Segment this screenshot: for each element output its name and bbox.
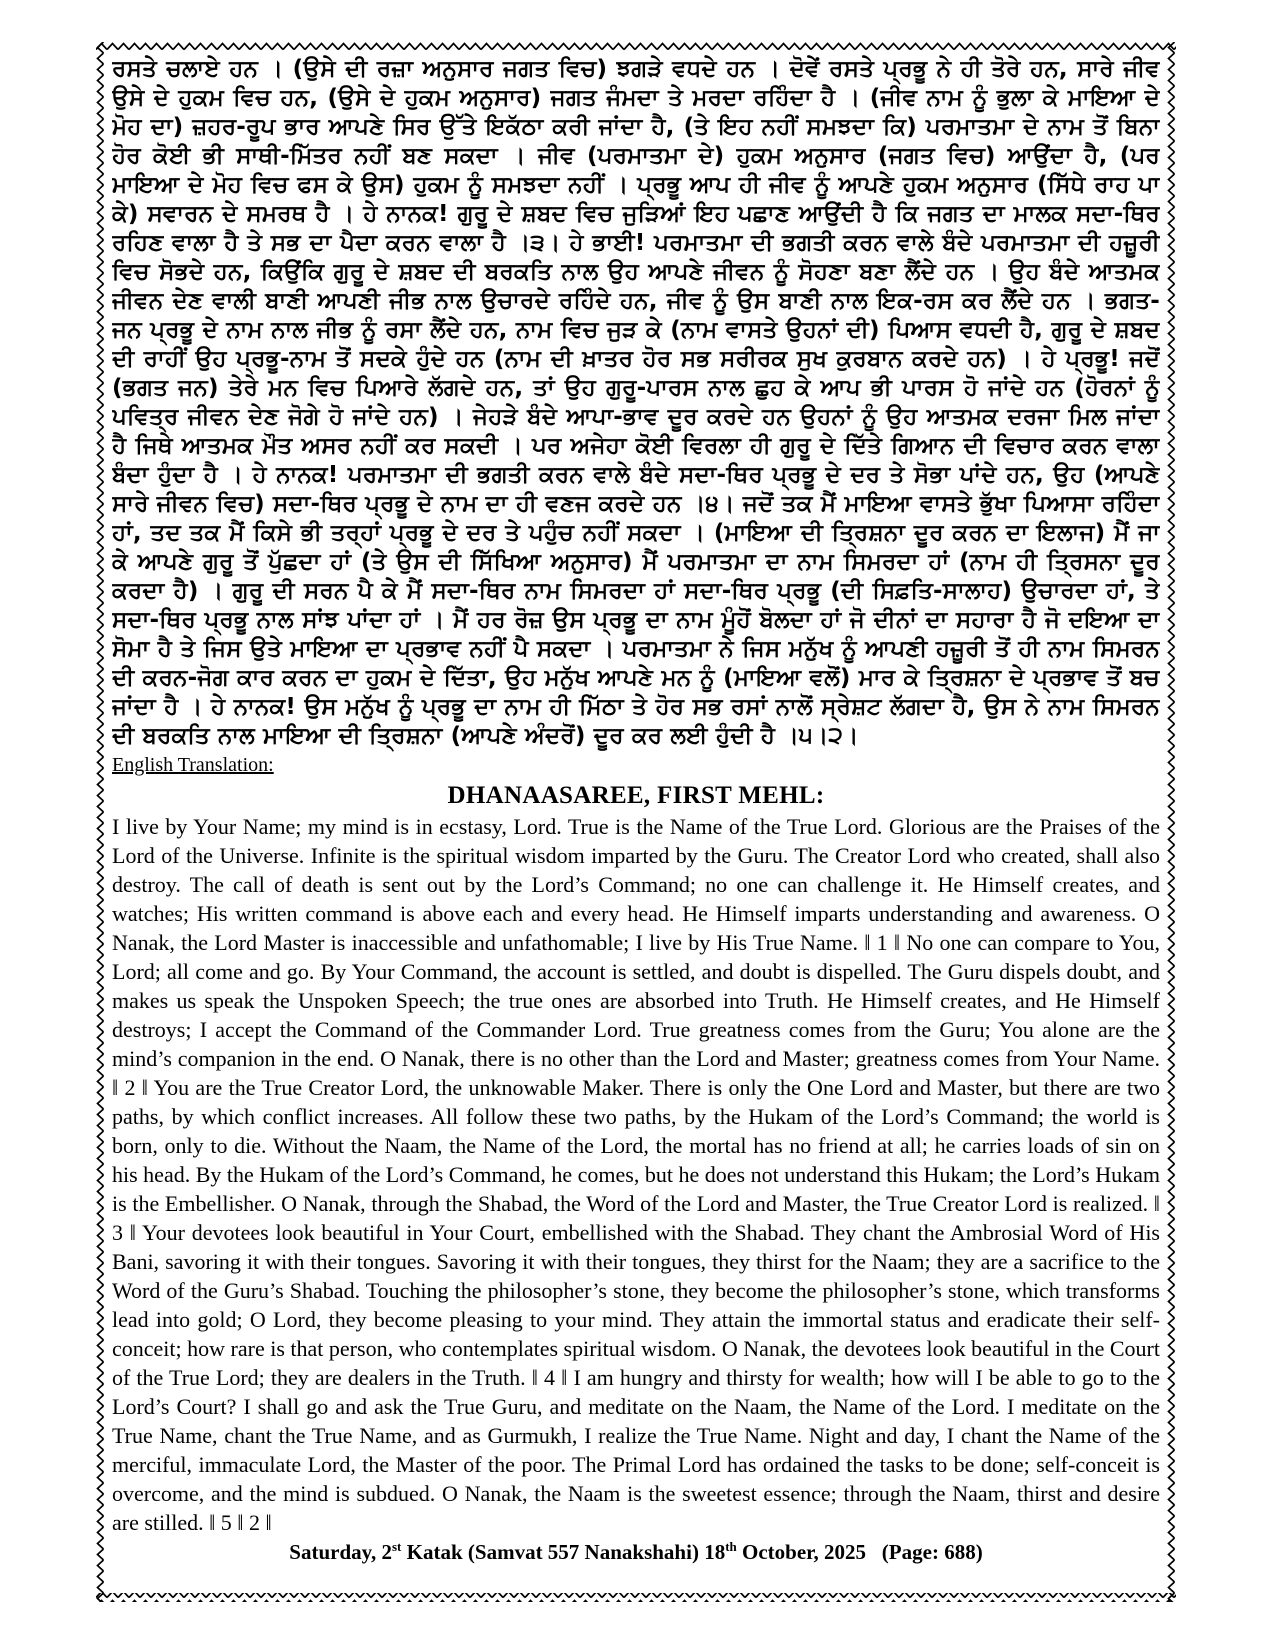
zigzag-border-bottom [96,1593,1176,1602]
page-content [112,55,1160,1591]
page-frame [96,42,1176,1602]
footer-date-prefix: Saturday, 2 [289,1540,392,1564]
english-translation-paragraph: I live by Your Name; my mind is in ecstasy, Lord. True is the Name of the True Lord. Glorious are the Praises of the Lord of the Universe. Infinite is the spiritual wisdom imparted by the Guru. The Creator Lord who created, shall also destroy. The call of death is sent out by the Lord’s Command; no one can challenge it. He Himself creates, and watches; His written command is above each and every head. He Himself imparts understanding and awareness. O Nanak, the Lord Master is inaccessible and unfathomable; I live by His True Name. ‖ 1 ‖ No one can compare to You, Lord; all come and go. By Your Command, the account is settled, and doubt is dispelled. The Guru dispels doubt, and makes us speak the Unspoken Speech; the true ones are absorbed into Truth. He Himself creates, and He Himself destroys; I accept the Command of the Commander Lord. True greatness comes from the Guru; You alone are the mind’s companion in the end. O Nanak, there is no other than the Lord and Master; greatness comes from Your Name. ‖ 2 ‖ You are the True Creator Lord, the unknowable Maker. There is only the One Lord and Master, but there are two paths, by which conflict increases. All follow these two paths, by the Hukam of the Lord’s Command; the world is born, only to die. Without the Naam, the Name of the Lord, the mortal has no friend at all; he carries loads of sin on his head. By the Hukam of the Lord’s Command, he comes, but he does not understand this Hukam; the Lord’s Hukam is the Embellisher. O Nanak, through the Shabad, the Word of the Lord and Master, the True Creator Lord is realized. ‖ 3 ‖ Your devotees look beautiful in Your Court, embellished with the Shabad. They chant the Ambrosial Word of His Bani, savoring it with their tongues. Savoring it with their tongues, they thirst for the Naam; they are a sacrifice to the Word of the Guru’s Shabad. Touching the philosopher’s stone, they become the philosopher’s stone, which transforms lead into gold; O Lord, they become pleasing to your mind. They attain the immortal status and eradicate their self-conceit; how rare is that person, who contemplates spiritual wisdom. O Nanak, the devotees look beautiful in the Court of the True Lord; they are dealers in the Truth. ‖ 4 ‖ I am hungry and thirsty for wealth; how will I be able to go to the Lord’s Court? I shall go and ask the True Guru, and meditate on the Naam, the Name of the Lord. I meditate on the True Name, chant the True Name, and as Gurmukh, I realize the True Name. Night and day, I chant the Name of the merciful, immaculate Lord, the Master of the poor. The Primal Lord has ordained the tasks to be done; self-conceit is overcome, and the mind is subdued. O Nanak, the Naam is the sweetest essence; through the Naam, thirst and desire are stilled. ‖ 5 ‖ 2 ‖ [112,814,1160,1535]
footer-date-ordinal: th [725,1539,737,1554]
footer-day-ordinal: st [392,1539,402,1554]
date-page-footer [112,1540,1160,1565]
punjabi-commentary-paragraph: ਰਸਤੇ ਚਲਾਏ ਹਨ । (ਉਸੇ ਦੀ ਰਜ਼ਾ ਅਨੁਸਾਰ ਜਗਤ ਵਿਚ) ਝਗੜੇ ਵਧਦੇ ਹਨ । ਦੋਵੇਂ ਰਸਤੇ ਪ੍ਰਭੂ ਨੇ ਹੀ ਤੋਰੇ ਹਨ, ਸਾਰੇ ਜੀਵ ਉਸੇ ਦੇ ਹੁਕਮ ਵਿਚ ਹਨ, (ਉਸੇ ਦੇ ਹੁਕਮ ਅਨੁਸਾਰ) ਜਗਤ ਜੰਮਦਾ ਤੇ ਮਰਦਾ ਰਹਿੰਦਾ ਹੈ । (ਜੀਵ ਨਾਮ ਨੂੰ ਭੁਲਾ ਕੇ ਮਾਇਆ ਦੇ ਮੋਹ ਦਾ) ਜ਼ਹਰ-ਰੂਪ ਭਾਰ ਆਪਣੇ ਸਿਰ ਉੱਤੇ ਇਕੱਠਾ ਕਰੀ ਜਾਂਦਾ ਹੈ, (ਤੇ ਇਹ ਨਹੀਂ ਸਮਝਦਾ ਕਿ) ਪਰਮਾਤਮਾ ਦੇ ਨਾਮ ਤੋਂ ਬਿਨਾ ਹੋਰ ਕੋਈ ਭੀ ਸਾਥੀ-ਮਿੱਤਰ ਨਹੀਂ ਬਣ ਸਕਦਾ । ਜੀਵ (ਪਰਮਾਤਮਾ ਦੇ) ਹੁਕਮ ਅਨੁਸਾਰ (ਜਗਤ ਵਿਚ) ਆਉਂਦਾ ਹੈ, (ਪਰ ਮਾਇਆ ਦੇ ਮੋਹ ਵਿਚ ਫਸ ਕੇ ਉਸ) ਹੁਕਮ ਨੂੰ ਸਮਝਦਾ ਨਹੀਂ । ਪ੍ਰਭੂ ਆਪ ਹੀ ਜੀਵ ਨੂੰ ਆਪਣੇ ਹੁਕਮ ਅਨੁਸਾਰ (ਸਿੱਧੇ ਰਾਹ ਪਾ ਕੇ) ਸਵਾਰਨ ਦੇ ਸਮਰਥ ਹੈ । ਹੇ ਨਾਨਕ! ਗੁਰੂ ਦੇ ਸ਼ਬਦ ਵਿਚ ਜੁੜਿਆਂ ਇਹ ਪਛਾਣ ਆਉਂਦੀ ਹੈ ਕਿ ਜਗਤ ਦਾ ਮਾਲਕ ਸਦਾ-ਥਿਰ ਰਹਿਣ ਵਾਲਾ ਹੈ ਤੇ ਸਭ ਦਾ ਪੈਦਾ ਕਰਨ ਵਾਲਾ ਹੈ ।੩। ਹੇ ਭਾਈ! ਪਰਮਾਤਮਾ ਦੀ ਭਗਤੀ ਕਰਨ ਵਾਲੇ ਬੰਦੇ ਪਰਮਾਤਮਾ ਦੀ ਹਜ਼ੂਰੀ ਵਿਚ ਸੋਭਦੇ ਹਨ, ਕਿਉਂਕਿ ਗੁਰੂ ਦੇ ਸ਼ਬਦ ਦੀ ਬਰਕਤਿ ਨਾਲ ਉਹ ਆਪਣੇ ਜੀਵਨ ਨੂੰ ਸੋਹਣਾ ਬਣਾ ਲੈਂਦੇ ਹਨ । ਉਹ ਬੰਦੇ ਆਤਮਕ ਜੀਵਨ ਦੇਣ ਵਾਲੀ ਬਾਣੀ ਆਪਣੀ ਜੀਭ ਨਾਲ ਉਚਾਰਦੇ ਰਹਿੰਦੇ ਹਨ, ਜੀਵ ਨੂੰ ਉਸ ਬਾਣੀ ਨਾਲ ਇਕ-ਰਸ ਕਰ ਲੈਂਦੇ ਹਨ । ਭਗਤ-ਜਨ ਪ੍ਰਭੂ ਦੇ ਨਾਮ ਨਾਲ ਜੀਭ ਨੂੰ ਰਸਾ ਲੈਂਦੇ ਹਨ, ਨਾਮ ਵਿਚ ਜੁੜ ਕੇ (ਨਾਮ ਵਾਸਤੇ ਉਹਨਾਂ ਦੀ) ਪਿਆਸ ਵਧਦੀ ਹੈ, ਗੁਰੂ ਦੇ ਸ਼ਬਦ ਦੀ ਰਾਹੀਂ ਉਹ ਪ੍ਰਭੂ-ਨਾਮ ਤੋਂ ਸਦਕੇ ਹੁੰਦੇ ਹਨ (ਨਾਮ ਦੀ ਖ਼ਾਤਰ ਹੋਰ ਸਭ ਸਰੀਰਕ ਸੁਖ ਕੁਰਬਾਨ ਕਰਦੇ ਹਨ) । ਹੇ ਪ੍ਰਭੂ! ਜਦੋਂ (ਭਗਤ ਜਨ) ਤੇਰੇ ਮਨ ਵਿਚ ਪਿਆਰੇ ਲੱਗਦੇ ਹਨ, ਤਾਂ ਉਹ ਗੁਰੂ-ਪਾਰਸ ਨਾਲ ਛੁਹ ਕੇ ਆਪ ਭੀ ਪਾਰਸ ਹੋ ਜਾਂਦੇ ਹਨ (ਹੋਰਨਾਂ ਨੂੰ ਪਵਿਤ੍ਰ ਜੀਵਨ ਦੇਣ ਜੋਗੇ ਹੋ ਜਾਂਦੇ ਹਨ) । ਜੇਹੜੇ ਬੰਦੇ ਆਪਾ-ਭਾਵ ਦੂਰ ਕਰਦੇ ਹਨ ਉਹਨਾਂ ਨੂੰ ਉਹ ਆਤਮਕ ਦਰਜਾ ਮਿਲ ਜਾਂਦਾ ਹੈ ਜਿਥੇ ਆਤਮਕ ਮੌਤ ਅਸਰ ਨਹੀਂ ਕਰ ਸਕਦੀ । ਪਰ ਅਜੇਹਾ ਕੋਈ ਵਿਰਲਾ ਹੀ ਗੁਰੂ ਦੇ ਦਿੱਤੇ ਗਿਆਨ ਦੀ ਵਿਚਾਰ ਕਰਨ ਵਾਲਾ ਬੰਦਾ ਹੁੰਦਾ ਹੈ । ਹੇ ਨਾਨਕ! ਪਰਮਾਤਮਾ ਦੀ ਭਗਤੀ ਕਰਨ ਵਾਲੇ ਬੰਦੇ ਸਦਾ-ਥਿਰ ਪ੍ਰਭੂ ਦੇ ਦਰ ਤੇ ਸੋਭਾ ਪਾਂਦੇ ਹਨ, ਉਹ (ਆਪਣੇ ਸਾਰੇ ਜੀਵਨ ਵਿਚ) ਸਦਾ-ਥਿਰ ਪ੍ਰਭੂ ਦੇ ਨਾਮ ਦਾ ਹੀ ਵਣਜ ਕਰਦੇ ਹਨ ।੪। ਜਦੋਂ ਤਕ ਮੈਂ ਮਾਇਆ ਵਾਸਤੇ ਭੁੱਖਾ ਪਿਆਸਾ ਰਹਿੰਦਾ ਹਾਂ, ਤਦ ਤਕ ਮੈਂ ਕਿਸੇ ਭੀ ਤਰ੍ਹਾਂ ਪ੍ਰਭੂ ਦੇ ਦਰ ਤੇ ਪਹੁੰਚ ਨਹੀਂ ਸਕਦਾ । (ਮਾਇਆ ਦੀ ਤ੍ਰਿਸ਼ਨਾ ਦੂਰ ਕਰਨ ਦਾ ਇਲਾਜ) ਮੈਂ ਜਾ ਕੇ ਆਪਣੇ ਗੁਰੂ ਤੋਂ ਪੁੱਛਦਾ ਹਾਂ (ਤੇ ਉਸ ਦੀ ਸਿੱਖਿਆ ਅਨੁਸਾਰ) ਮੈਂ ਪਰਮਾਤਮਾ ਦਾ ਨਾਮ ਸਿਮਰਦਾ ਹਾਂ (ਨਾਮ ਹੀ ਤ੍ਰਿਸਨਾ ਦੂਰ ਕਰਦਾ ਹੈ) । ਗੁਰੂ ਦੀ ਸਰਨ ਪੈ ਕੇ ਮੈਂ ਸਦਾ-ਥਿਰ ਨਾਮ ਸਿਮਰਦਾ ਹਾਂ ਸਦਾ-ਥਿਰ ਪ੍ਰਭੂ (ਦੀ ਸਿਫ਼ਤਿ-ਸਾਲਾਹ) ਉਚਾਰਦਾ ਹਾਂ, ਤੇ ਸਦਾ-ਥਿਰ ਪ੍ਰਭੂ ਨਾਲ ਸਾਂਝ ਪਾਂਦਾ ਹਾਂ । ਮੈਂ ਹਰ ਰੋਜ਼ ਉਸ ਪ੍ਰਭੂ ਦਾ ਨਾਮ ਮੂੰਹੋਂ ਬੋਲਦਾ ਹਾਂ ਜੋ ਦੀਨਾਂ ਦਾ ਸਹਾਰਾ ਹੈ ਜੋ ਦਇਆ ਦਾ ਸੋਮਾ ਹੈ ਤੇ ਜਿਸ ਉਤੇ ਮਾਇਆ ਦਾ ਪ੍ਰਭਾਵ ਨਹੀਂ ਪੈ ਸਕਦਾ । ਪਰਮਾਤਮਾ ਨੇ ਜਿਸ ਮਨੁੱਖ ਨੂੰ ਆਪਣੀ ਹਜ਼ੂਰੀ ਤੋਂ ਹੀ ਨਾਮ ਸਿਮਰਨ ਦੀ ਕਰਨ-ਜੋਗ ਕਾਰ ਕਰਨ ਦਾ ਹੁਕਮ ਦੇ ਦਿੱਤਾ, ਉਹ ਮਨੁੱਖ ਆਪਣੇ ਮਨ ਨੂੰ (ਮਾਇਆ ਵਲੋਂ) ਮਾਰ ਕੇ ਤ੍ਰਿਸ਼ਨਾ ਦੇ ਪ੍ਰਭਾਵ ਤੋਂ ਬਚ ਜਾਂਦਾ ਹੈ । ਹੇ ਨਾਨਕ! ਉਸ ਮਨੁੱਖ ਨੂੰ ਪ੍ਰਭੂ ਦਾ ਨਾਮ ਹੀ ਮਿੱਠਾ ਤੇ ਹੋਰ ਸਭ ਰਸਾਂ ਨਾਲੋਂ ਸ੍ਰੇਸ਼ਟ ਲੱਗਦਾ ਹੈ, ਉਸ ਨੇ ਨਾਮ ਸਿਮਰਨ ਦੀ ਬਰਕਤਿ ਨਾਲ ਮਾਇਆ ਦੀ ਤ੍ਰਿਸ਼ਨਾ (ਆਪਣੇ ਅੰਦਰੋਂ) ਦੂਰ ਕਰ ਲਈ ਹੁੰਦੀ ਹੈ ।੫।੨। [112,56,1160,749]
footer-date-middle: Katak (Samvat 557 Nanakshahi) 18 [401,1540,726,1564]
footer-date-suffix: October, 2025 (Page: 688) [736,1540,983,1564]
zigzag-border-top [96,42,1176,51]
zigzag-border-left [96,42,105,1602]
english-translation-label: English Translation: [112,754,274,776]
zigzag-border-right [1167,42,1176,1602]
shabad-title: DHANAASAREE, FIRST MEHL: [447,782,825,809]
